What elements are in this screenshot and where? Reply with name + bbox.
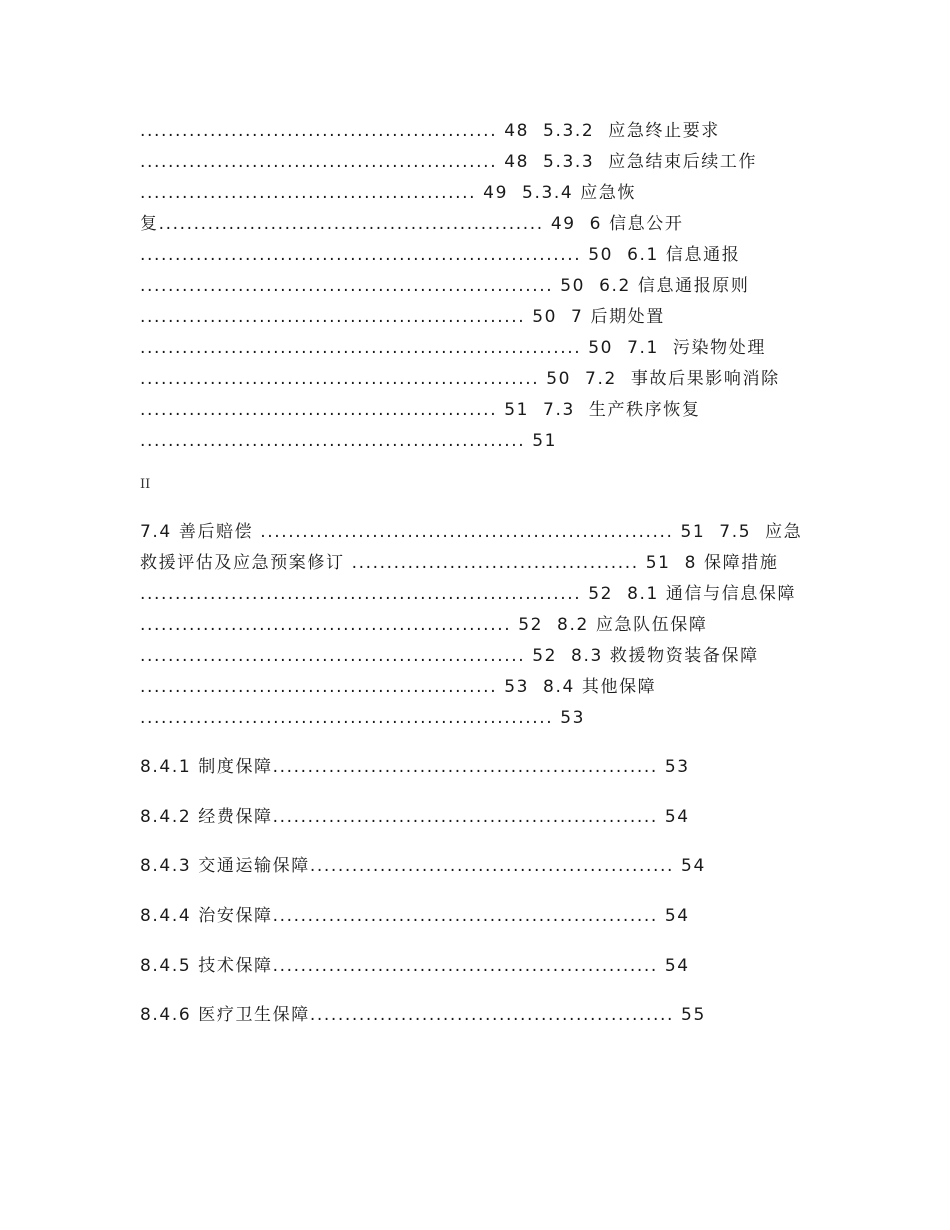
toc-line: 救援评估及应急预案修订 ......................................... 51 8 保障措施 xyxy=(140,553,779,573)
toc-entry: 8.4.1 制度保障....................................................... 53 xyxy=(140,757,690,777)
toc-entry: 8.4.5 技术保障....................................................... 54 xyxy=(140,956,690,976)
toc-line: ................................................ 49 5.3.4 应急恢 xyxy=(140,183,637,203)
toc-line: ......................................................... 50 7.2 事故后果影响消除 xyxy=(140,369,780,389)
toc-line: ........................................................... 53 xyxy=(140,708,586,728)
toc-line: ................................................... 48 5.3.3 应急结束后续工作 xyxy=(140,152,758,172)
toc-line: ................................................... 51 7.3 生产秩序恢复 xyxy=(140,400,701,420)
toc-line: 7.4 善后赔偿 ........................................................... 51 7.5 应急 xyxy=(140,522,803,542)
toc-line: ....................................................... 51 xyxy=(140,431,558,451)
toc-line: ........................................................... 50 6.2 信息通报原则 xyxy=(140,276,750,296)
toc-line: 复....................................................... 49 6 信息公开 xyxy=(140,214,684,234)
toc-line: ....................................................... 50 7 后期处置 xyxy=(140,307,665,327)
toc-line: ............................................................... 52 8.1 通信与信息保障 xyxy=(140,584,797,604)
toc-line: ....................................................... 52 8.3 救援物资装备保障 xyxy=(140,646,759,666)
toc-entry: 8.4.2 经费保障....................................................... 54 xyxy=(140,807,690,827)
toc-line: ............................................................... 50 6.1 信息通报 xyxy=(140,245,741,265)
toc-line: ................................................... 53 8.4 其他保障 xyxy=(140,677,657,697)
toc-line: ................................................... 48 5.3.2 应急终止要求 xyxy=(140,121,720,141)
toc-entry: 8.4.4 治安保障....................................................... 54 xyxy=(140,906,690,926)
toc-entry: 8.4.3 交通运输保障.................................................... 54 xyxy=(140,856,706,876)
page-number: II xyxy=(140,477,151,492)
toc-line: ............................................................... 50 7.1 污染物处理 xyxy=(140,338,766,358)
toc-entry: 8.4.6 医疗卫生保障.................................................... 55 xyxy=(140,1005,706,1025)
toc-line: ..................................................... 52 8.2 应急队伍保障 xyxy=(140,615,708,635)
